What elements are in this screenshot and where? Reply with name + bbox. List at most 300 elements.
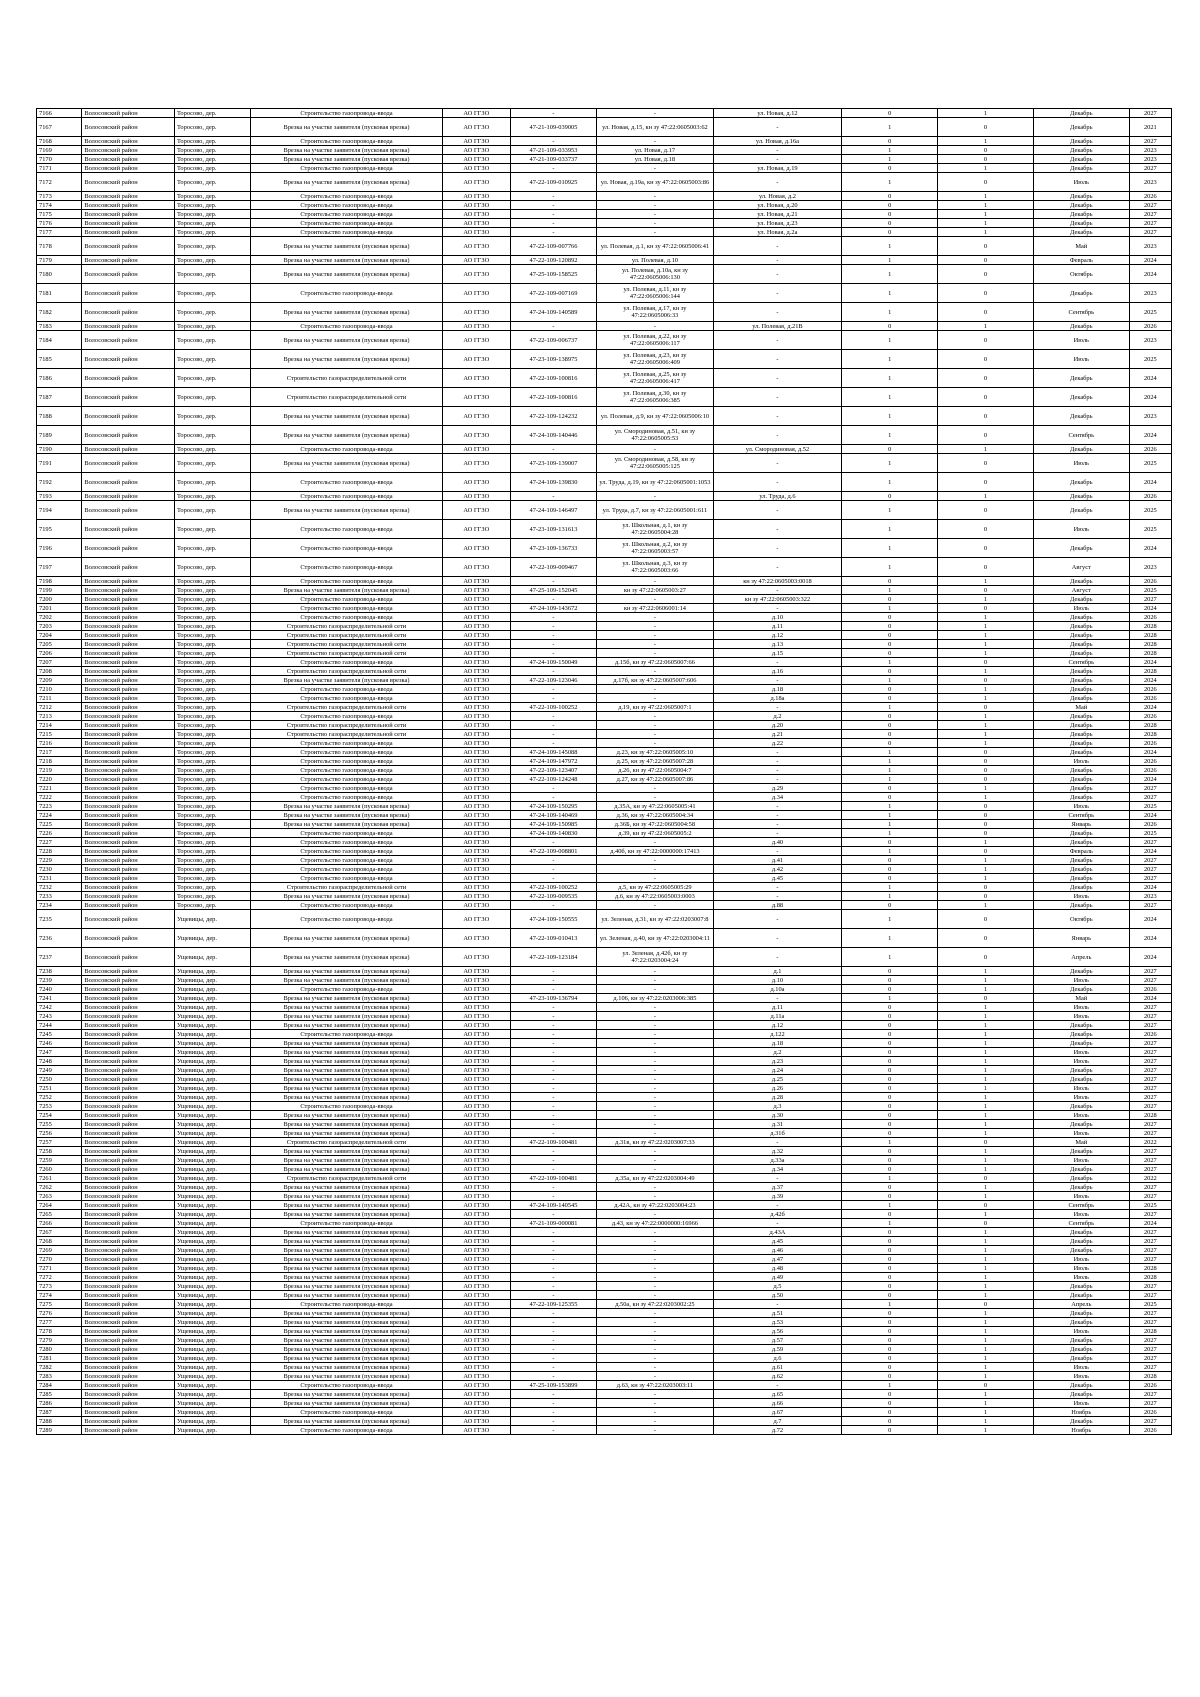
cell-count-contracted: 1 (842, 520, 938, 539)
cell-district: Волосовский район (82, 265, 175, 284)
cell-work-type: Врезка на участке заявителя (пусковая врезка) (251, 967, 443, 976)
cell-month: Июль (1033, 1273, 1129, 1282)
cell-work-type: Врезка на участке заявителя (пусковая врезка) (251, 1309, 443, 1318)
cell-district: Волосовский район (82, 1273, 175, 1282)
cell-settlement: Торосово, дер. (175, 712, 251, 721)
cell-settlement: Торосово, дер. (175, 838, 251, 847)
cell-count-contracted: 1 (842, 847, 938, 856)
cell-application-number: - (510, 967, 597, 976)
cell-district: Волосовский район (82, 892, 175, 901)
table-row (37, 1048, 1172, 1057)
cell-organization: АО ГГЗО (442, 1111, 510, 1120)
cell-count-contracted: 1 (842, 676, 938, 685)
cell-month: Июль (1033, 454, 1129, 473)
table-row (37, 640, 1172, 649)
cell-planned-address: д.51 (713, 1309, 842, 1318)
cell-district: Волосовский район (82, 237, 175, 256)
cell-organization: АО ГГЗО (442, 1291, 510, 1300)
cell-planned-address: кн зу 47:22:0605003:0018 (713, 577, 842, 586)
table-row (37, 1147, 1172, 1156)
cell-planned-address: - (713, 676, 842, 685)
cell-applicant-address: ул. Полевая, д.23, кн зу 47:22:0605006:409 (597, 350, 713, 369)
cell-district: Волосовский район (82, 820, 175, 829)
cell-application-number: 47-21-109-039005 (510, 118, 597, 137)
cell-count-planned: 1 (938, 640, 1034, 649)
cell-month: Октябрь (1033, 265, 1129, 284)
cell-settlement: Ущевицы, дер. (175, 1075, 251, 1084)
cell-planned-address: ул. Смородиновая, д.52 (713, 445, 842, 454)
cell-planned-address: - (713, 473, 842, 492)
cell-row-number: 7194 (37, 501, 82, 520)
cell-year: 2027 (1129, 1354, 1171, 1363)
cell-settlement: Торосово, дер. (175, 649, 251, 658)
cell-month: Сентябрь (1033, 303, 1129, 322)
cell-count-contracted: 1 (842, 748, 938, 757)
cell-year: 2028 (1129, 667, 1171, 676)
cell-count-planned: 1 (938, 1012, 1034, 1021)
cell-planned-address: - (713, 1219, 842, 1228)
cell-application-number: - (510, 1039, 597, 1048)
cell-month: Декабрь (1033, 595, 1129, 604)
cell-application-number: - (510, 976, 597, 985)
cell-count-contracted: 0 (842, 1210, 938, 1219)
cell-work-type: Строительство газопровода-ввода (251, 577, 443, 586)
cell-organization: АО ГГЗО (442, 1039, 510, 1048)
cell-planned-address: д.26 (713, 1084, 842, 1093)
cell-count-contracted: 0 (842, 1057, 938, 1066)
cell-row-number: 7271 (37, 1264, 82, 1273)
cell-district: Волосовский район (82, 1138, 175, 1147)
cell-applicant-address: - (597, 730, 713, 739)
cell-district: Волосовский район (82, 784, 175, 793)
cell-planned-address: - (713, 146, 842, 155)
cell-district: Волосовский район (82, 1363, 175, 1372)
cell-settlement: Ущевицы, дер. (175, 910, 251, 929)
cell-year: 2024 (1129, 604, 1171, 613)
cell-planned-address: - (713, 811, 842, 820)
cell-district: Волосовский район (82, 492, 175, 501)
cell-month: Июль (1033, 331, 1129, 350)
cell-applicant-address: - (597, 1210, 713, 1219)
cell-work-type: Врезка на участке заявителя (пусковая врезка) (251, 155, 443, 164)
cell-year: 2024 (1129, 910, 1171, 929)
cell-application-number: - (510, 739, 597, 748)
cell-organization: АО ГГЗО (442, 501, 510, 520)
cell-organization: АО ГГЗО (442, 137, 510, 146)
cell-district: Волосовский район (82, 748, 175, 757)
cell-count-contracted: 0 (842, 219, 938, 228)
cell-organization: АО ГГЗО (442, 1363, 510, 1372)
cell-settlement: Ущевицы, дер. (175, 1318, 251, 1327)
table-row (37, 1066, 1172, 1075)
cell-district: Волосовский район (82, 520, 175, 539)
cell-application-number: 47-22-109-100252 (510, 883, 597, 892)
cell-organization: АО ГГЗО (442, 228, 510, 237)
cell-year: 2021 (1129, 118, 1171, 137)
cell-count-contracted: 0 (842, 1183, 938, 1192)
cell-row-number: 7234 (37, 901, 82, 910)
cell-district: Волосовский район (82, 721, 175, 730)
cell-month: Декабрь (1033, 1417, 1129, 1426)
cell-count-contracted: 0 (842, 577, 938, 586)
cell-work-type: Строительство газопровода-ввода (251, 793, 443, 802)
cell-count-contracted: 0 (842, 784, 938, 793)
cell-planned-address: д.39 (713, 1192, 842, 1201)
cell-row-number: 7211 (37, 694, 82, 703)
cell-application-number: 47-22-109-125355 (510, 1300, 597, 1309)
cell-month: Декабрь (1033, 865, 1129, 874)
table-row (37, 586, 1172, 595)
cell-district: Волосовский район (82, 1039, 175, 1048)
cell-application-number: - (510, 595, 597, 604)
cell-month: Апрель (1033, 1300, 1129, 1309)
cell-planned-address: д.29 (713, 784, 842, 793)
cell-application-number: 47-24-109-150295 (510, 802, 597, 811)
cell-row-number: 7176 (37, 219, 82, 228)
cell-organization: АО ГГЗО (442, 784, 510, 793)
cell-applicant-address: - (597, 192, 713, 201)
cell-organization: АО ГГЗО (442, 874, 510, 883)
cell-applicant-address: д.19, кн зу 47:22:0605007:1 (597, 703, 713, 712)
cell-work-type: Строительство газопровода-ввода (251, 445, 443, 454)
cell-count-contracted: 0 (842, 694, 938, 703)
cell-applicant-address: - (597, 721, 713, 730)
cell-settlement: Ущевицы, дер. (175, 1417, 251, 1426)
cell-planned-address: д.66 (713, 1399, 842, 1408)
cell-count-planned: 0 (938, 173, 1034, 192)
cell-organization: АО ГГЗО (442, 892, 510, 901)
cell-count-contracted: 0 (842, 1093, 938, 1102)
cell-planned-address: - (713, 748, 842, 757)
cell-row-number: 7191 (37, 454, 82, 473)
cell-work-type: Строительство газопровода-ввода (251, 520, 443, 539)
cell-applicant-address: кн зу 47:22:0605003:27 (597, 586, 713, 595)
cell-organization: АО ГГЗО (442, 604, 510, 613)
cell-count-planned: 1 (938, 712, 1034, 721)
cell-count-contracted: 0 (842, 1372, 938, 1381)
cell-work-type: Строительство газораспределительной сети (251, 1174, 443, 1183)
cell-applicant-address: - (597, 595, 713, 604)
cell-planned-address: - (713, 454, 842, 473)
cell-organization: АО ГГЗО (442, 473, 510, 492)
cell-work-type: Врезка на участке заявителя (пусковая врезка) (251, 454, 443, 473)
cell-organization: АО ГГЗО (442, 201, 510, 210)
cell-year: 2026 (1129, 1426, 1171, 1435)
cell-applicant-address: д.50а, кн зу 47:22:0203002:25 (597, 1300, 713, 1309)
table-row (37, 228, 1172, 237)
cell-month: Декабрь (1033, 1228, 1129, 1237)
cell-applicant-address: - (597, 1237, 713, 1246)
cell-work-type: Строительство газопровода-ввода (251, 985, 443, 994)
cell-count-planned: 0 (938, 892, 1034, 901)
cell-organization: АО ГГЗО (442, 1102, 510, 1111)
cell-year: 2027 (1129, 1120, 1171, 1129)
cell-year: 2028 (1129, 640, 1171, 649)
cell-application-number: - (510, 856, 597, 865)
cell-month: Декабрь (1033, 445, 1129, 454)
cell-organization: АО ГГЗО (442, 1057, 510, 1066)
cell-year: 2025 (1129, 1201, 1171, 1210)
cell-count-planned: 1 (938, 667, 1034, 676)
cell-count-planned: 0 (938, 558, 1034, 577)
cell-count-planned: 1 (938, 901, 1034, 910)
cell-organization: АО ГГЗО (442, 388, 510, 407)
cell-month: Июль (1033, 1111, 1129, 1120)
cell-organization: АО ГГЗО (442, 1282, 510, 1291)
cell-district: Волосовский район (82, 667, 175, 676)
cell-organization: АО ГГЗО (442, 284, 510, 303)
cell-count-contracted: 0 (842, 967, 938, 976)
cell-row-number: 7236 (37, 929, 82, 948)
cell-count-planned: 0 (938, 256, 1034, 265)
cell-planned-address: - (713, 501, 842, 520)
cell-count-contracted: 1 (842, 820, 938, 829)
cell-row-number: 7186 (37, 369, 82, 388)
cell-count-contracted: 1 (842, 303, 938, 322)
cell-count-contracted: 1 (842, 284, 938, 303)
cell-organization: АО ГГЗО (442, 1129, 510, 1138)
cell-organization: АО ГГЗО (442, 331, 510, 350)
cell-planned-address: д.18а (713, 694, 842, 703)
cell-month: Декабрь (1033, 369, 1129, 388)
cell-application-number: - (510, 445, 597, 454)
cell-settlement: Торосово, дер. (175, 865, 251, 874)
table-row (37, 1165, 1172, 1174)
cell-organization: АО ГГЗО (442, 595, 510, 604)
cell-row-number: 7275 (37, 1300, 82, 1309)
cell-planned-address: ул. Новая, д.12 (713, 109, 842, 118)
cell-count-contracted: 0 (842, 730, 938, 739)
table-row (37, 667, 1172, 676)
cell-count-planned: 1 (938, 730, 1034, 739)
cell-year: 2027 (1129, 1345, 1171, 1354)
cell-month: Июль (1033, 1210, 1129, 1219)
cell-month: Июль (1033, 757, 1129, 766)
cell-settlement: Ущевицы, дер. (175, 1192, 251, 1201)
cell-application-number: 47-22-109-100481 (510, 1174, 597, 1183)
gasification-schedule-sheet (36, 108, 1172, 1435)
cell-count-contracted: 1 (842, 473, 938, 492)
cell-applicant-address: - (597, 685, 713, 694)
cell-count-planned: 1 (938, 164, 1034, 173)
cell-organization: АО ГГЗО (442, 1048, 510, 1057)
cell-organization: АО ГГЗО (442, 766, 510, 775)
cell-count-planned: 1 (938, 322, 1034, 331)
cell-settlement: Ущевицы, дер. (175, 1327, 251, 1336)
cell-month: Декабрь (1033, 473, 1129, 492)
cell-count-planned: 1 (938, 1372, 1034, 1381)
cell-organization: АО ГГЗО (442, 1228, 510, 1237)
cell-count-contracted: 1 (842, 388, 938, 407)
cell-count-planned: 1 (938, 492, 1034, 501)
cell-planned-address: - (713, 1201, 842, 1210)
cell-settlement: Торосово, дер. (175, 454, 251, 473)
cell-planned-address: - (713, 757, 842, 766)
cell-district: Волосовский район (82, 1192, 175, 1201)
cell-count-planned: 1 (938, 1399, 1034, 1408)
cell-applicant-address: д.63, кн зу 47:22:0203003:11 (597, 1381, 713, 1390)
cell-planned-address: - (713, 118, 842, 137)
cell-applicant-address: ул. Зеленая, д.31, кн зу 47:22:0203007:8 (597, 910, 713, 929)
cell-year: 2027 (1129, 1255, 1171, 1264)
cell-count-contracted: 0 (842, 137, 938, 146)
cell-count-contracted: 1 (842, 407, 938, 426)
cell-application-number: - (510, 1345, 597, 1354)
cell-year: 2024 (1129, 811, 1171, 820)
cell-month: Декабрь (1033, 577, 1129, 586)
cell-settlement: Ущевицы, дер. (175, 1165, 251, 1174)
cell-settlement: Торосово, дер. (175, 137, 251, 146)
cell-row-number: 7203 (37, 622, 82, 631)
cell-planned-address: - (713, 237, 842, 256)
cell-applicant-address: - (597, 838, 713, 847)
cell-count-planned: 0 (938, 369, 1034, 388)
cell-year: 2026 (1129, 322, 1171, 331)
cell-application-number: - (510, 1156, 597, 1165)
cell-organization: АО ГГЗО (442, 910, 510, 929)
cell-planned-address: д.72 (713, 1426, 842, 1435)
cell-district: Волосовский район (82, 1066, 175, 1075)
cell-organization: АО ГГЗО (442, 118, 510, 137)
cell-district: Волосовский район (82, 1030, 175, 1039)
cell-count-planned: 0 (938, 820, 1034, 829)
cell-year: 2027 (1129, 1246, 1171, 1255)
cell-district: Волосовский район (82, 1246, 175, 1255)
cell-month: Июль (1033, 1255, 1129, 1264)
cell-year: 2027 (1129, 1012, 1171, 1021)
cell-organization: АО ГГЗО (442, 865, 510, 874)
cell-district: Волосовский район (82, 539, 175, 558)
cell-planned-address: д.7 (713, 1417, 842, 1426)
cell-organization: АО ГГЗО (442, 739, 510, 748)
cell-settlement: Ущевицы, дер. (175, 1300, 251, 1309)
cell-organization: АО ГГЗО (442, 539, 510, 558)
cell-count-contracted: 0 (842, 1408, 938, 1417)
cell-applicant-address: - (597, 865, 713, 874)
cell-work-type: Строительство газопровода-ввода (251, 201, 443, 210)
cell-month: Июль (1033, 1327, 1129, 1336)
cell-applicant-address: д.39, кн зу 47:22:0605005:2 (597, 829, 713, 838)
cell-applicant-address: - (597, 1030, 713, 1039)
cell-district: Волосовский район (82, 1417, 175, 1426)
cell-planned-address: - (713, 586, 842, 595)
cell-settlement: Ущевицы, дер. (175, 1084, 251, 1093)
cell-count-planned: 0 (938, 994, 1034, 1003)
cell-district: Волосовский район (82, 1156, 175, 1165)
cell-year: 2024 (1129, 847, 1171, 856)
table-row (37, 811, 1172, 820)
cell-planned-address: - (713, 350, 842, 369)
table-row (37, 892, 1172, 901)
cell-row-number: 7182 (37, 303, 82, 322)
cell-settlement: Ущевицы, дер. (175, 967, 251, 976)
table-row (37, 1120, 1172, 1129)
cell-planned-address: д.62 (713, 1372, 842, 1381)
cell-count-contracted: 0 (842, 1228, 938, 1237)
cell-organization: АО ГГЗО (442, 1021, 510, 1030)
cell-row-number: 7246 (37, 1039, 82, 1048)
cell-applicant-address: ул. Новая, д.15, кн зу 47:22:0605003:62 (597, 118, 713, 137)
cell-work-type: Врезка на участке заявителя (пусковая врезка) (251, 1201, 443, 1210)
cell-work-type: Врезка на участке заявителя (пусковая врезка) (251, 426, 443, 445)
cell-year: 2026 (1129, 685, 1171, 694)
cell-row-number: 7239 (37, 976, 82, 985)
cell-row-number: 7201 (37, 604, 82, 613)
table-row (37, 1219, 1172, 1228)
cell-month: Декабрь (1033, 322, 1129, 331)
cell-row-number: 7192 (37, 473, 82, 492)
cell-year: 2026 (1129, 985, 1171, 994)
cell-district: Волосовский район (82, 994, 175, 1003)
cell-organization: АО ГГЗО (442, 631, 510, 640)
cell-row-number: 7261 (37, 1174, 82, 1183)
cell-count-contracted: 1 (842, 1300, 938, 1309)
cell-application-number: 47-24-109-140446 (510, 426, 597, 445)
cell-planned-address: - (713, 775, 842, 784)
cell-applicant-address: - (597, 976, 713, 985)
cell-count-planned: 1 (938, 739, 1034, 748)
cell-year: 2024 (1129, 369, 1171, 388)
cell-district: Волосовский район (82, 1255, 175, 1264)
cell-planned-address: д.47 (713, 1255, 842, 1264)
cell-year: 2027 (1129, 1156, 1171, 1165)
cell-settlement: Ущевицы, дер. (175, 1255, 251, 1264)
cell-count-contracted: 0 (842, 1255, 938, 1264)
cell-planned-address: - (713, 1174, 842, 1183)
cell-month: Декабрь (1033, 1165, 1129, 1174)
cell-count-contracted: 0 (842, 1165, 938, 1174)
cell-month: Декабрь (1033, 539, 1129, 558)
cell-planned-address: д.42 (713, 865, 842, 874)
cell-settlement: Ущевицы, дер. (175, 1183, 251, 1192)
cell-work-type: Врезка на участке заявителя (пусковая врезка) (251, 1291, 443, 1300)
cell-row-number: 7270 (37, 1255, 82, 1264)
cell-month: Декабрь (1033, 1381, 1129, 1390)
cell-year: 2027 (1129, 219, 1171, 228)
cell-planned-address: д.12 (713, 1021, 842, 1030)
cell-count-contracted: 0 (842, 874, 938, 883)
cell-work-type: Строительство газораспределительной сети (251, 1138, 443, 1147)
cell-district: Волосовский район (82, 1264, 175, 1273)
cell-planned-address: - (713, 847, 842, 856)
cell-count-planned: 1 (938, 1336, 1034, 1345)
cell-settlement: Торосово, дер. (175, 237, 251, 256)
cell-count-planned: 0 (938, 658, 1034, 667)
cell-count-planned: 1 (938, 1318, 1034, 1327)
table-row (37, 219, 1172, 228)
cell-organization: АО ГГЗО (442, 1318, 510, 1327)
cell-application-number: - (510, 1129, 597, 1138)
cell-month: Июль (1033, 1093, 1129, 1102)
cell-settlement: Ущевицы, дер. (175, 1156, 251, 1165)
cell-applicant-address: д.36Б, кн зу 47:22:0605004:58 (597, 820, 713, 829)
cell-count-planned: 0 (938, 676, 1034, 685)
cell-work-type: Строительство газораспределительной сети (251, 649, 443, 658)
cell-work-type: Строительство газопровода-ввода (251, 558, 443, 577)
cell-planned-address: д.48 (713, 1264, 842, 1273)
cell-settlement: Ущевицы, дер. (175, 929, 251, 948)
cell-planned-address: д.2 (713, 712, 842, 721)
cell-month: Декабрь (1033, 210, 1129, 219)
cell-application-number: - (510, 1372, 597, 1381)
cell-work-type: Строительство газопровода-ввода (251, 1030, 443, 1039)
cell-count-contracted: 1 (842, 929, 938, 948)
cell-settlement: Ущевицы, дер. (175, 985, 251, 994)
cell-year: 2027 (1129, 109, 1171, 118)
cell-month: Июль (1033, 1129, 1129, 1138)
cell-work-type: Строительство газораспределительной сети (251, 721, 443, 730)
cell-application-number: 47-24-109-140469 (510, 811, 597, 820)
